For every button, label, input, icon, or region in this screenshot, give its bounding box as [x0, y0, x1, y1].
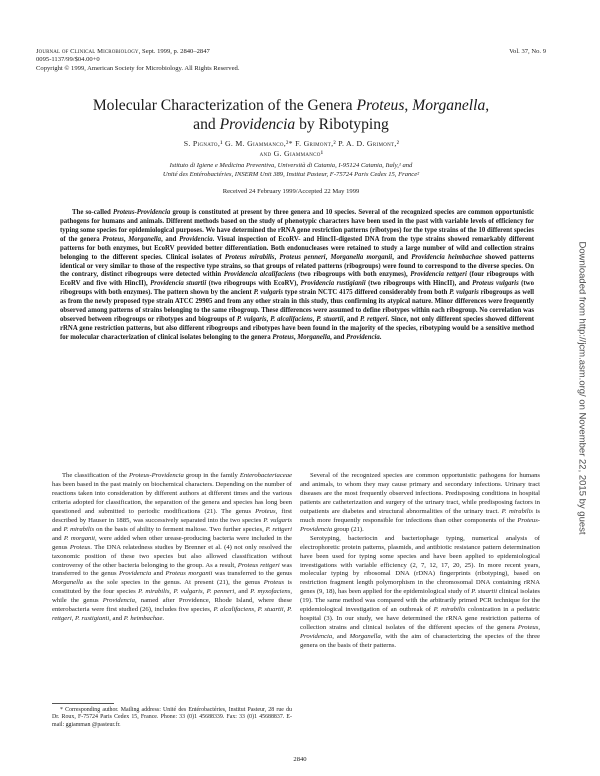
issue-date: Sept. 1999, p. 2840–2847 [142, 48, 210, 55]
issn-line: 0095-1137/99/$04.00+0 [36, 56, 100, 64]
author-list [100, 139, 483, 159]
body-paragraph: Several of the recognized species are common opportunistic pathogens for humans and animals, to whom they may cause primary and secondary infections. Urinary tract diseases are the most frequently observed infections. Predisposing conditions in hospital patients are catheterization and surgery of the urinary tract, while predisposing factors in outpatients are diabetes and structural abnormalities of the urinary tract. P. mirabilis is much more frequently responsible for infections than other components of the Proteus-Providencia group (21). [300, 472, 540, 533]
article-title [36, 96, 546, 134]
page-number: 2840 [293, 756, 307, 763]
copyright-line: Copyright © 1999, American Society for Microbiology. All Rights Reserved. [36, 64, 240, 72]
affiliation-line: Unité des Entérobactéries, INSERM Unit 389, Institut Pasteur, F-75724 Paris Cedex 15, France² [162, 170, 420, 178]
introduction-paragraph: The classification of the Proteus-Providencia group in the family Enterobacteriaceae has been based in the past mainly on biochemical characters. Depending on the number of reactions taken into consideration by different authors at different times and the various criteria adopted for classification, the separation of the genera and species has long been questioned and submitted to periodic modifications (21). The genus Proteus, first described by Hauser in 1885, was successively separated into the two species P. vulgaris and P. mirabilis on the basis of ability to ferment maltose. Two further species, P. rettgeri and P. morganii, were added when other urease-producing bacteria were included in the genus Proteus. The DNA relatedness studies by Brenner et al. (4) not only resolved the taxonomic position of these two species but also allowed classification without controversy of the other bacteria belonging to the group. As a result, Proteus rettgeri was transferred to the genus Providencia and Proteus morganii was transferred to the genus Morganella as the sole species in the genus. At present (21), the genus Proteus is constituted by the four species P. mirabilis, P. vulgaris, P. penneri, and P. myxofaciens, while the genus Providencia, named after Providence, Rhode Island, where these enterobacteria were first studied (26), includes five species, P. alcalifaciens, P. stuartii, P. rettgeri, P. rustigianii, and P. heimbachae. [52, 472, 293, 623]
journal-citation [36, 48, 210, 56]
abstract [60, 209, 534, 343]
title-genus-proteus: Proteus [356, 97, 405, 114]
authors-line: S. Pignato,¹ G. M. Giammanco,²* F. Grimont,² P. A. D. Grimont,² [183, 139, 400, 148]
affiliation-line: Istituto di Igiene e Medicina Preventiva, Università di Catania, I-95124 Catania, Italy,¹ and [169, 162, 413, 169]
volume-number: Vol. 37, No. 9 [509, 48, 546, 55]
title-text: Molecular Characterization of the Genera [92, 97, 357, 114]
abstract-text: The so-called Proteus-Providencia group is constituted at present by three genera and 10 species. Several of the recognized species are common opportunistic pathogens for humans and animals. Different methods based on the study of phenotypic characters have been used in the past with variable levels of efficiency for typing some species for epidemiological purposes. We have determined the rRNA gene restriction patterns (ribotypes) for the type strains of the 10 different species of the genera Proteus, Morganella, and Providencia. Visual inspection of EcoRV- and HincII-digested DNA from the type strains showed remarkably different patterns for both enzymes, but EcoRV provided better differentiation. Both endonucleases were retained to study a large number of wild and collection strains belonging to the different species. Clinical isolates of Proteus mirabilis, Proteus penneri, Morganella morganii, and Providencia heimbachae showed patterns identical or very similar to those of the respective type strains, so that groups of related patterns (ribogroups) were found to correspond to the diverse species. On the contrary, distinct ribogroups were detected within Providencia alcalifaciens (two ribogroups with both enzymes), Providencia rettgeri (four ribogroups with EcoRV and five with HincII), Providencia stuartii (two ribogroups with EcoRV), Providencia rustigianii (two ribogroups with HincII), and Proteus vulgaris (two ribogroups with both enzymes). The pattern shown by the ancient P. vulgaris type strain NCTC 4175 differed considerably from both P. vulgaris ribogroups as well as from the newly proposed type strain ATCC 29905 and from any other strain in this study, thus confirming its atypical nature. Minor differences were frequently observed among patterns of strains belonging to the same ribogroup. These differences were assumed to define ribotypes within each ribogroup. No correlation was observed between ribogroups or ribotypes and biogroups of P. vulgaris, P. alcalifaciens, P. stuartii, and P. rettgeri. Since, not only different species showed different rRNA gene restriction patterns, but also different ribogroups and ribotypes have been found in the majority of the species, ribotyping would be a sensitive method for molecular characterization of clinical isolates belonging to the genera Proteus, Morganella, and Providencia. [60, 209, 535, 341]
title-separator: , [404, 97, 413, 114]
title-genus-providencia: Providencia [219, 116, 296, 133]
body-paragraph: Serotyping, bacteriocin and bacteriophage typing, numerical analysis of electrophoretic protein patterns, plasmids, and antibiotic resistance pattern determination have been used for typing some species and have been applied to epidemiological investigations with variable efficiency (2, 7, 12, 17, 20, 25). In more recent years, molecular typing by ribosomal DNA (rDNA) fingerprints (ribotyping), based on restriction fragment length polymorphism in the chromosomal DNA containing rRNA genes (9, 18), has been applied for the epidemiological study of P. stuartii clinical isolates (19). The same method was compared with the arbitrarily primed PCR technique for the epidemiological investigation of an outbreak of P. mirabilis colonization in a pediatric hospital (3). In our study, we have determined the rRNA gene restriction patterns of collection strains and clinical isolates of the different species of the genera Proteus, Providencia, and Morganella, with the aim of characterizing the species of the three genera on the basis of their patterns. [300, 534, 540, 650]
journal-header [36, 48, 546, 73]
title-text: by Ribotyping [295, 116, 389, 133]
received-accepted-dates: Received 24 February 1999/Accepted 22 May 1999 [222, 188, 360, 195]
footnote-text: * Corresponding author. Mailing address: Unité des Entérobactéries, Institut Pasteur, 28 rue du Dr. Roux, F-75724 Paris Cedex 15, France. Phone: 33 (0)1 45688339. Fax: 33 (0)1 45688837. E-mail: ggiamman @pasteur.fr. [52, 707, 292, 728]
body-column-left [52, 472, 292, 624]
affiliations [72, 162, 510, 179]
body-column-right [300, 472, 540, 651]
title-separator: , [485, 97, 490, 114]
corresponding-author-footnote [52, 707, 292, 729]
title-text: and [193, 116, 220, 133]
journal-name: Journal of Clinical Microbiology, [36, 48, 141, 55]
watermark-text: Downloaded from http://jcm.asm.org/ on November 22, 2015 by guest [576, 241, 588, 535]
title-genus-morganella: Morganella [412, 97, 486, 114]
authors-line: and G. Giammanco¹ [259, 149, 324, 158]
footnote-rule [52, 703, 114, 704]
